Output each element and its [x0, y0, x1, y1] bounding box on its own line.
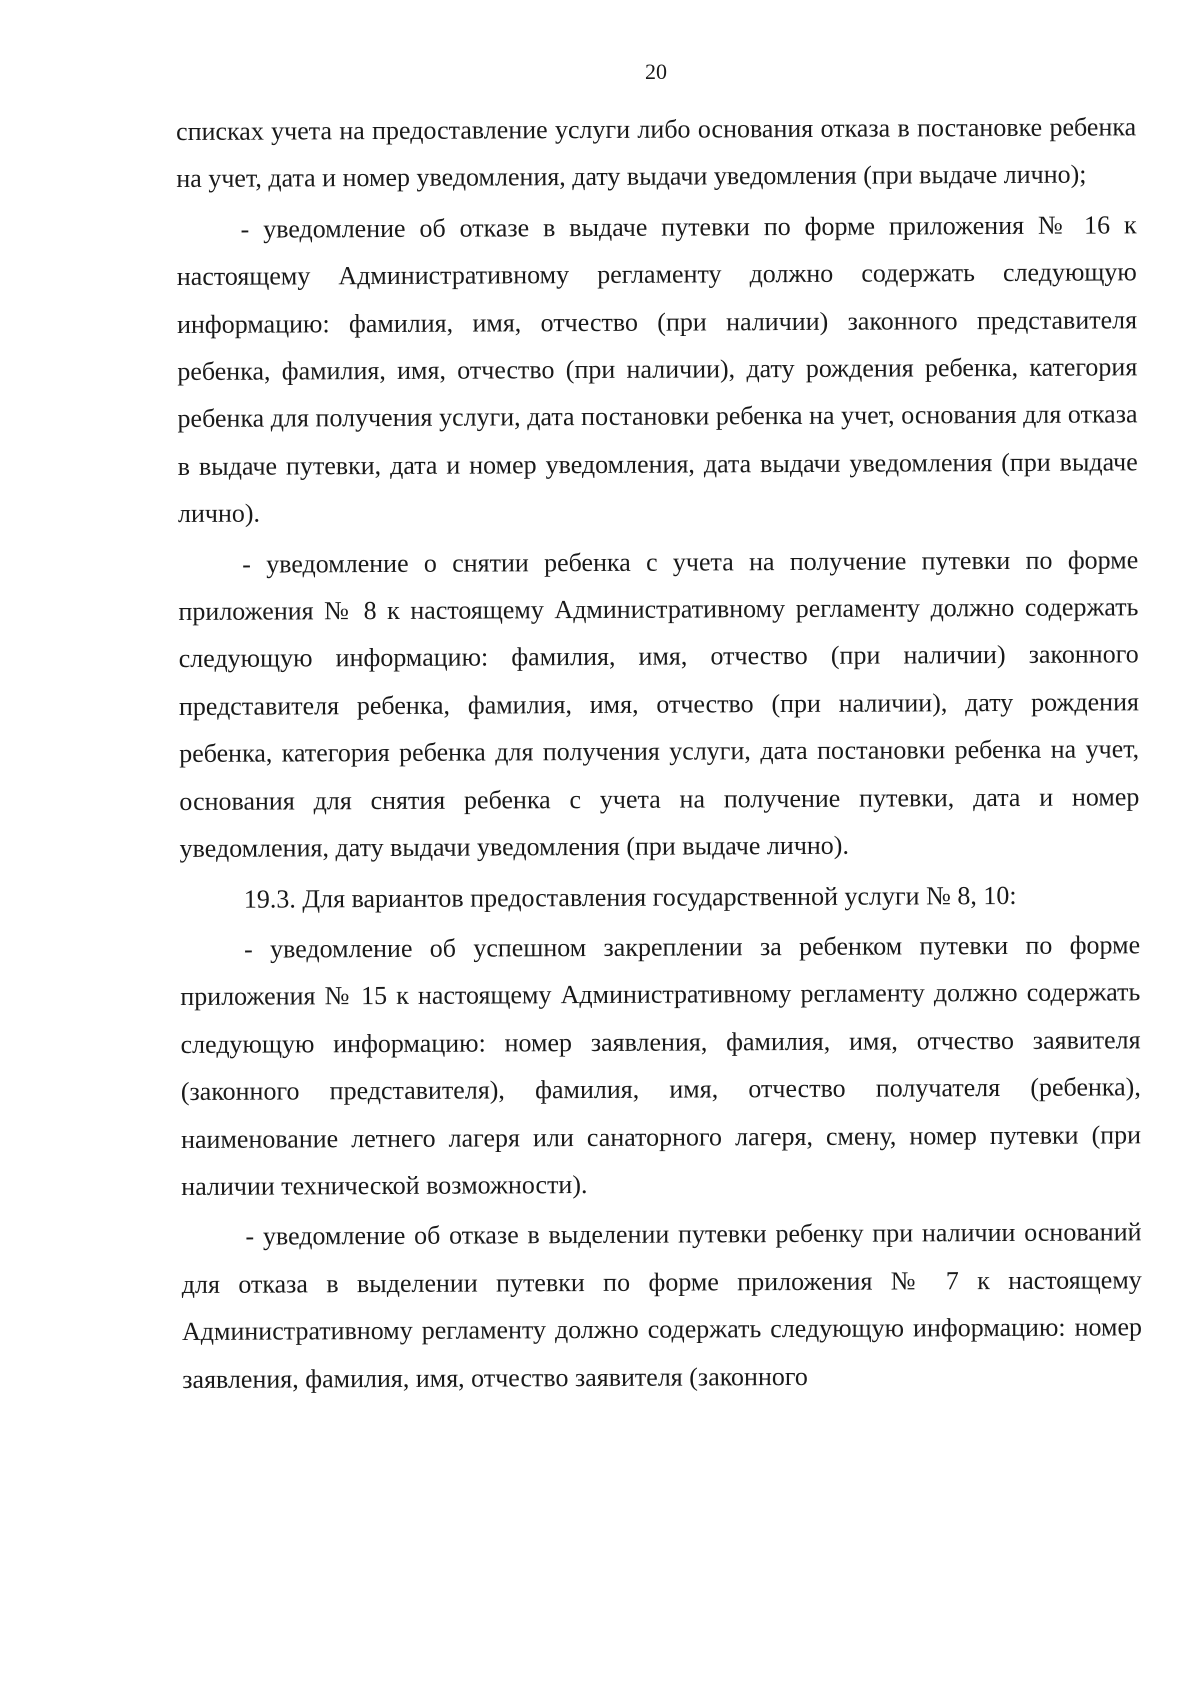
page-number: 20 — [645, 59, 667, 84]
document-body — [176, 103, 1142, 1403]
paragraph-removal-notice: - уведомление о снятии ребенка с учета на получение путевки по форме приложения № 8 к настоящему Административному регламенту должно содержать следующую информацию: фамилия, имя, отчество (при наличии) законного представителя ребенка, фамилия, имя, отчество (при наличии), дату рождения ребенка, категория ребенка для получения услуги, дата постановки ребенка на учет, основания для снятия ребенка с учета на получение путевки, дата и номер уведомления, дату выдачи уведомления (при выдаче лично). — [178, 544, 1140, 864]
paragraph-section-19-3: 19.3. Для вариантов предоставления государственной услуги № 8, 10: — [243, 880, 1017, 914]
paragraph-refusal-notice: - уведомление об отказе в выдаче путевки по форме приложения № 16 к настоящему Административному регламенту должно содержать следующую информацию: фамилия, имя, отчество (при наличии) законного представителя ребенка, фамилия, имя, отчество (при наличии), дату рождения ребенка, категория ребенка для получения услуги, дата постановки ребенка на учет, основания для отказа в выдаче путевки, дата и номер уведомления, дата выдачи уведомления (при выдаче лично). — [176, 210, 1138, 529]
paragraph-allocation-refusal-notice: - уведомление об отказе в выделении путевки ребенку при наличии оснований для отказа в выделении путевки по форме приложения № 7 к настоящему Административному регламенту должно содержать следующую информацию: номер заявления, фамилия, имя, отчество заявителя (законного — [181, 1217, 1143, 1394]
paragraph-continuation: списках учета на предоставление услуги либо основания отказа в постановке ребенка на учет, дата и номер уведомления, дату выдачи уведомления (при выдаче лично); — [176, 112, 1137, 194]
paragraph-assignment-notice: - уведомление об успешном закреплении за ребенком путевки по форме приложения № 15 к настоящему Административному регламенту должно содержать следующую информацию: номер заявления, фамилия, имя, отчество заявителя (законного представителя), фамилия, имя, отчество получателя (ребенка), наименование летнего лагеря или санаторного лагеря, смену, номер путевки (при наличии технической возможности). — [180, 930, 1142, 1201]
